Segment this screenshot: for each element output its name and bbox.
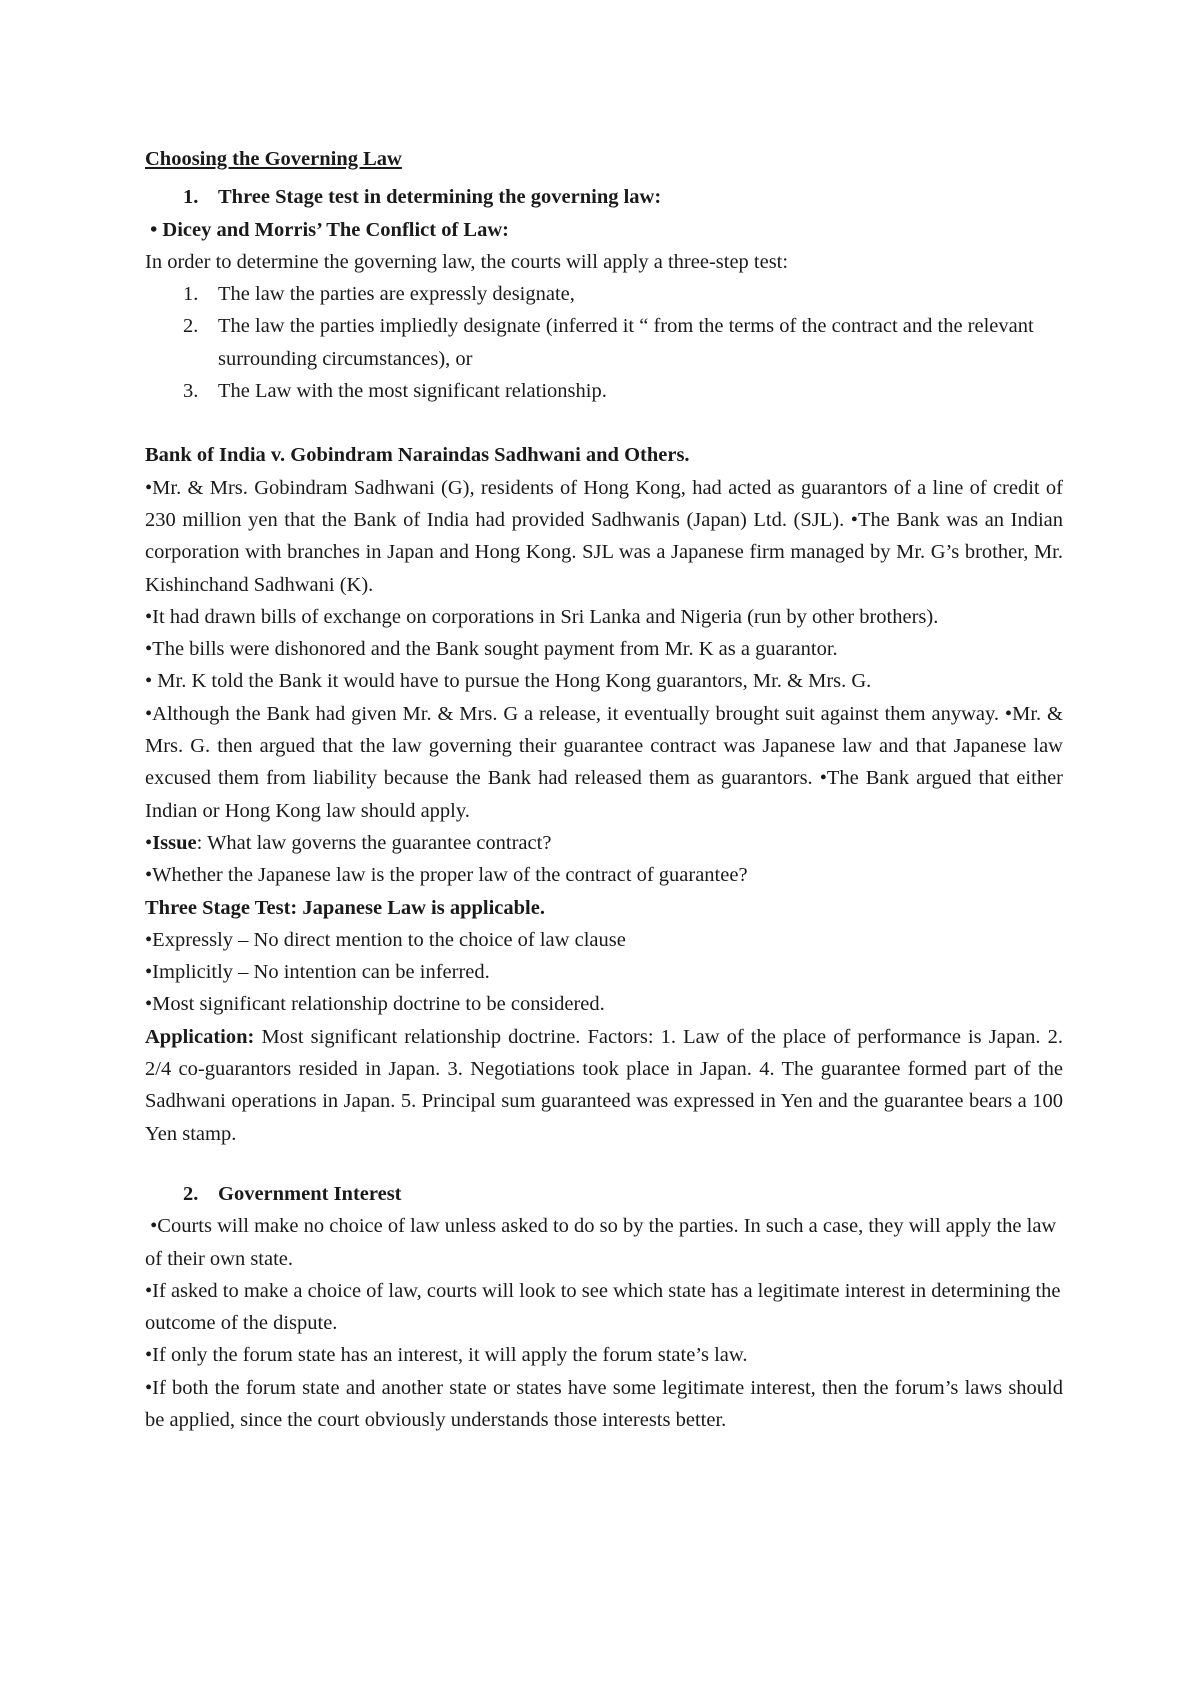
list-item (145, 310, 1063, 375)
spacer (145, 1150, 1063, 1178)
list-item-number: 2. (183, 315, 199, 338)
government-interest-p2: •If asked to make a choice of law, courts will look to see which state has a legitimate interest in determining the outcome of the dispute. (145, 1279, 1061, 1335)
list-item (145, 375, 1063, 407)
test-expressly: •Expressly – No direct mention to the choice of law clause (145, 928, 626, 951)
list-item (145, 278, 1063, 310)
test-most-significant: •Most significant relationship doctrine to be considered. (145, 993, 605, 1016)
issue-text: : What law governs the guarantee contract? (196, 831, 552, 854)
test-implicitly: •Implicitly – No intention can be inferred. (145, 961, 490, 984)
section-1-heading-text: Three Stage test in determining the governing law: (218, 186, 662, 209)
document-page (145, 143, 1063, 1436)
government-interest-p3: •If only the forum state has an interest, it will apply the forum state’s law. (145, 1344, 748, 1367)
section-2-number: 2. (183, 1182, 199, 1205)
spacer (145, 407, 1063, 439)
list-item-text: The law the parties are expressly designate, (218, 283, 575, 306)
issue-label: Issue (152, 831, 197, 854)
case-facts-2: •It had drawn bills of exchange on corporations in Sri Lanka and Nigeria (run by other brothers). (145, 605, 939, 628)
list-item-text: The Law with the most significant relationship. (218, 380, 607, 403)
dicey-morris-subheading: • Dicey and Morris’ The Conflict of Law: (145, 218, 509, 241)
section-2-heading (145, 1178, 1063, 1210)
case-facts-1: •Mr. & Mrs. Gobindram Sadhwani (G), residents of Hong Kong, had acted as guarantors of a line of credit of 230 million yen that the Bank of India had provided Sadhwanis (Japan) Ltd. (SJL). •The Bank was an Indian corporation with branches in Japan and Hong Kong. SJL was a Japanese firm managed by Mr. G’s brother, Mr. Kishinchand Sadhwani (K). (145, 476, 1063, 596)
section-2-heading-text: Government Interest (218, 1182, 402, 1205)
list-item-number: 1. (183, 283, 199, 306)
application-text: Most significant relationship doctrine. Factors: 1. Law of the place of performance is Japan. 2. 2/4 co-guarantors resided in Japan. 3. Negotiations took place in Japan. 4. The guarantee formed part of the Sadhwani operations in Japan. 5. Principal sum guaranteed was expressed in Yen and the guarantee bears a 100 Yen stamp. (145, 1025, 1063, 1145)
section-1-heading (145, 181, 1063, 213)
list-item-text: The law the parties impliedly designate (inferred it “ from the terms of the contract and the relevant surrounding circumstances), or (218, 315, 1034, 370)
case-issue-2: •Whether the Japanese law is the proper law of the contract of guarantee? (145, 864, 748, 887)
case-facts-5: •Although the Bank had given Mr. & Mrs. G a release, it eventually brought suit against them anyway. •Mr. & Mrs. G. then argued that the law governing their guarantee contract was Japanese law and that Japanese law excused them from liability because the Bank had released them as guarantors. •The Bank argued that either Indian or Hong Kong law should apply. (145, 702, 1063, 822)
government-interest-p4: •If both the forum state and another state or states have some legitimate interest, then the forum’s laws should be applied, since the court obviously understands those interests better. (145, 1376, 1063, 1431)
case-facts-3: •The bills were dishonored and the Bank sought payment from Mr. K as a guarantor. (145, 638, 838, 661)
government-interest-p1: •Courts will make no choice of law unless asked to do so by the parties. In such a case, they will apply the law of their own state. (145, 1215, 1062, 1270)
page-title: Choosing the Governing Law (145, 148, 402, 170)
list-item-number: 3. (183, 380, 199, 403)
three-step-list (145, 278, 1063, 407)
case-heading: Bank of India v. Gobindram Naraindas Sadhwani and Others. (145, 444, 690, 467)
three-stage-test-heading: Three Stage Test: Japanese Law is applicable. (145, 896, 545, 919)
case-application (145, 1021, 1063, 1150)
three-step-intro: In order to determine the governing law, the courts will apply a three-step test: (145, 250, 789, 273)
case-facts-4: • Mr. K told the Bank it would have to pursue the Hong Kong guarantors, Mr. & Mrs. G. (145, 670, 872, 693)
case-issue: •Issue: What law governs the guarantee contract? (145, 831, 552, 854)
application-label: Application: (145, 1025, 255, 1048)
section-1-number: 1. (183, 186, 199, 209)
